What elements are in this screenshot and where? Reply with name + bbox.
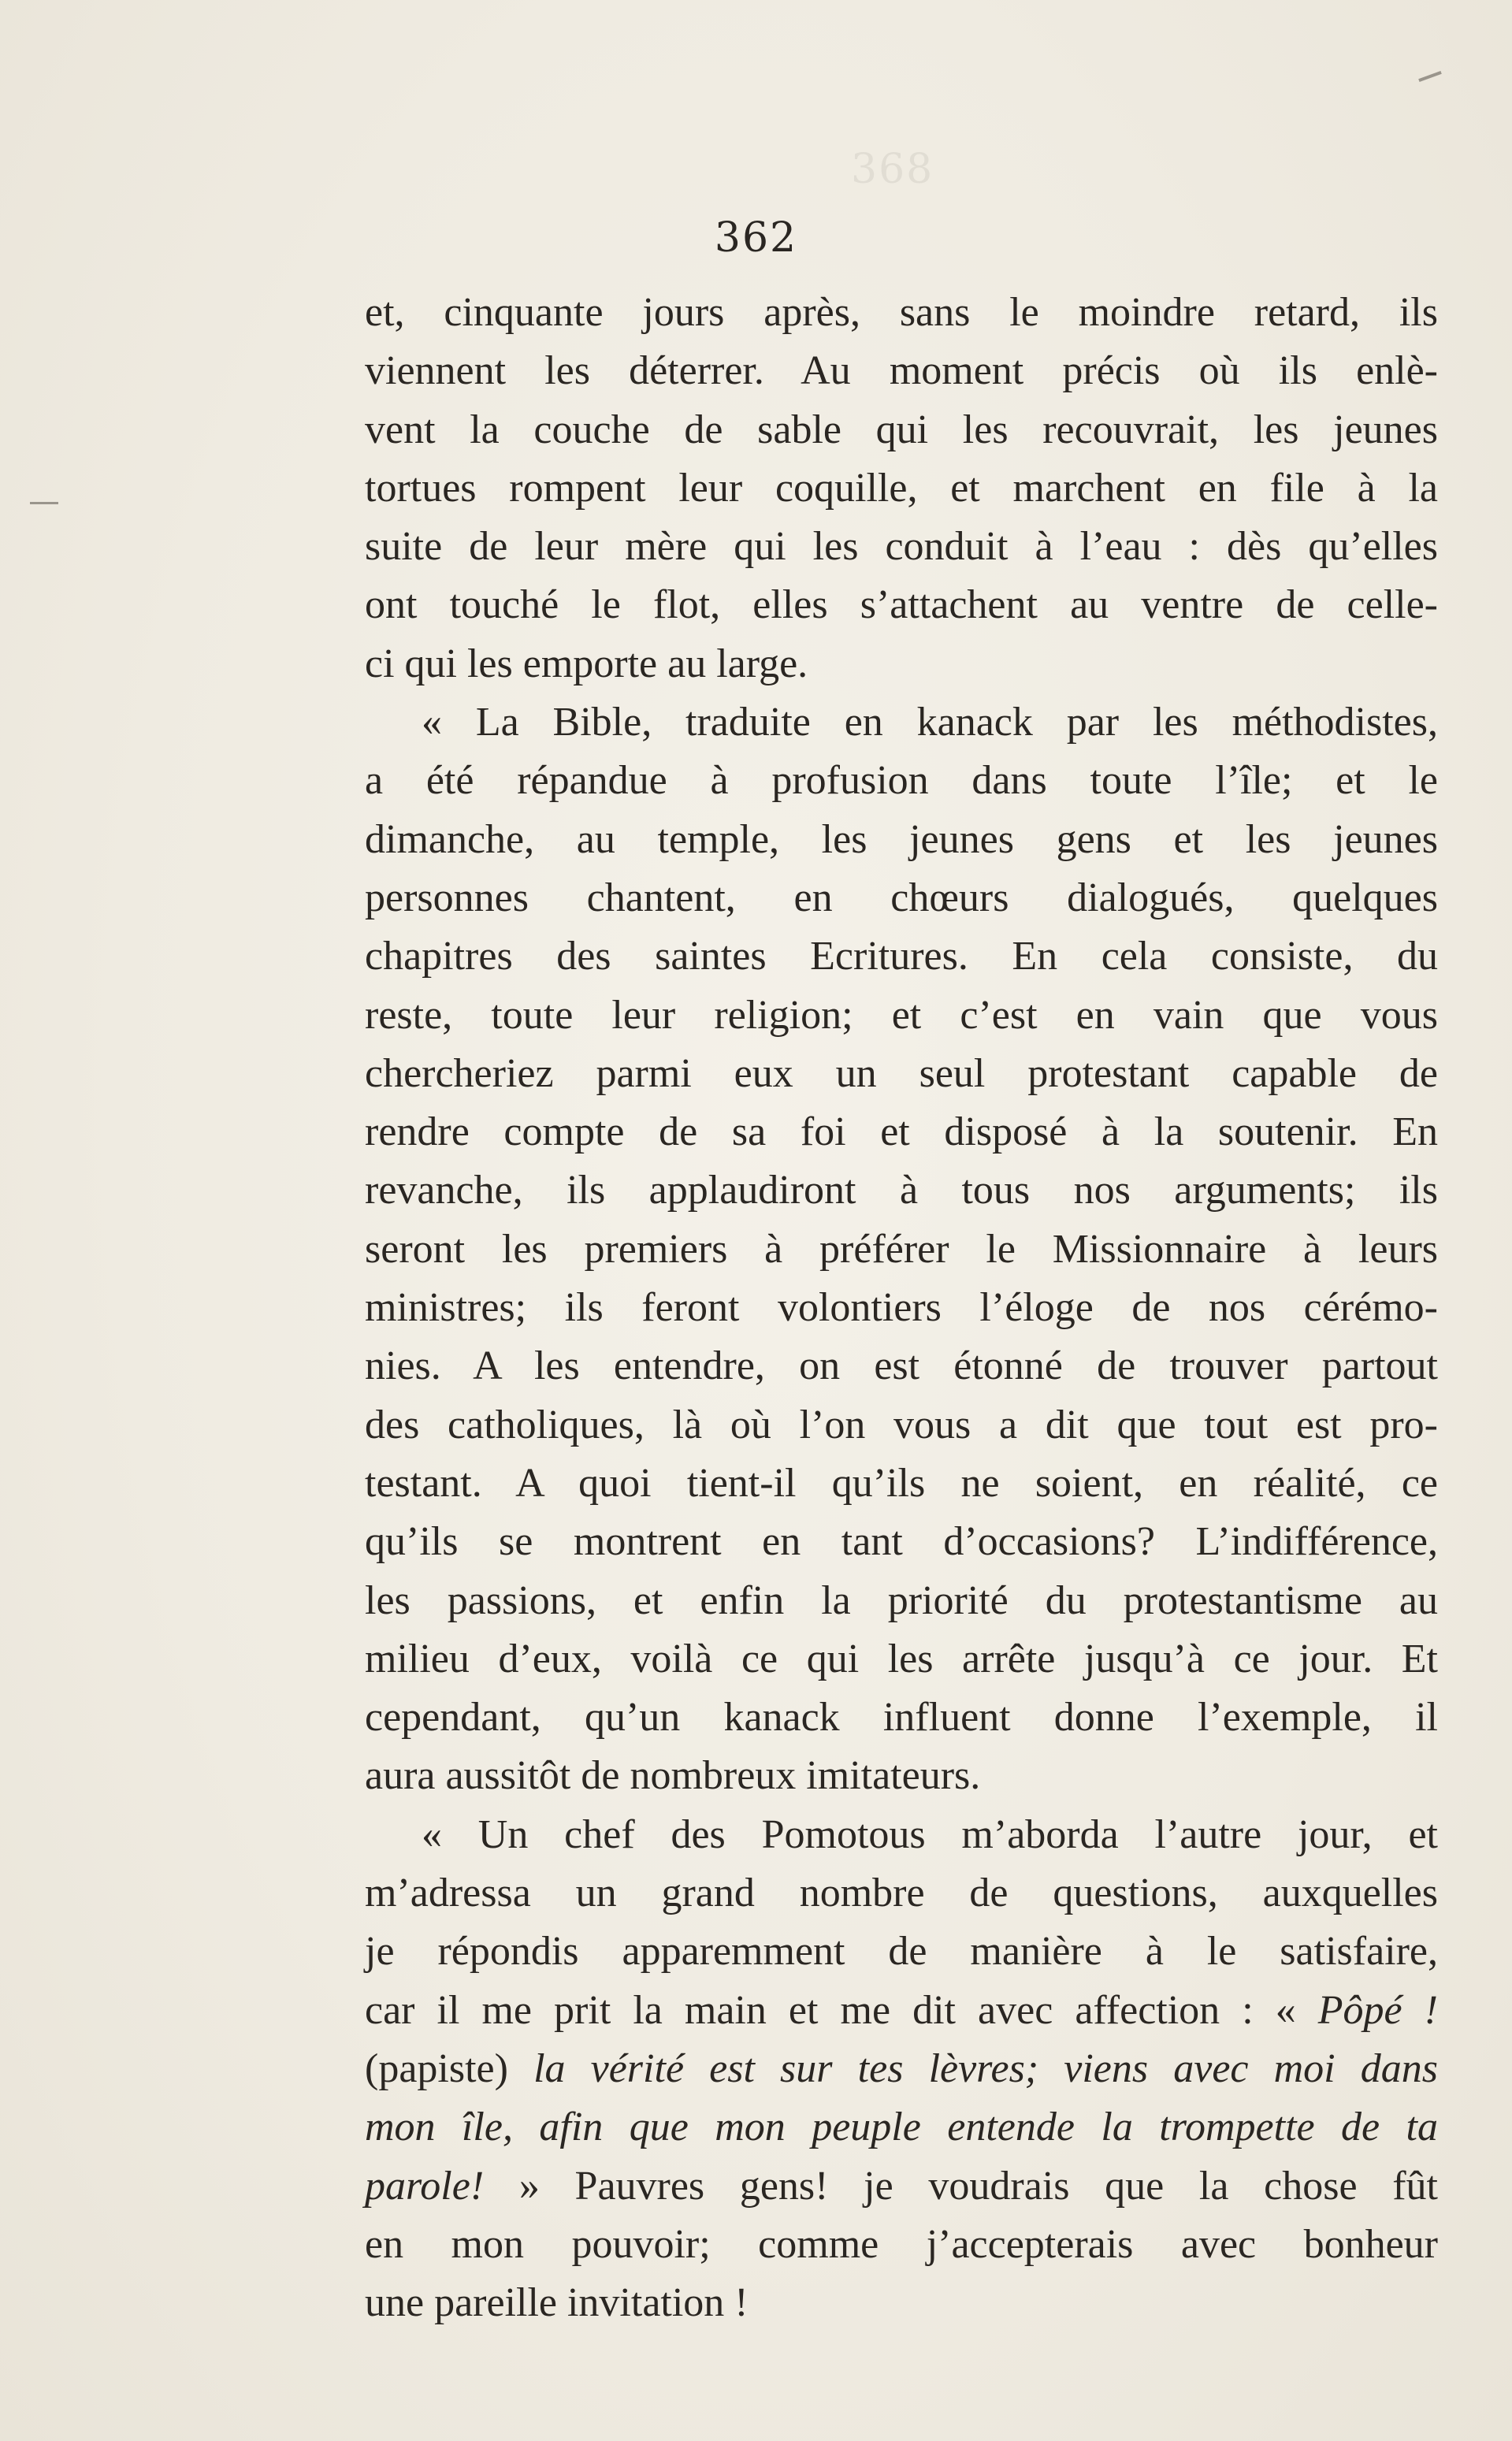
- italic-quote: la vérité est sur tes lèvres; viens avec moi dans: [533, 2045, 1438, 2091]
- text-line: [365, 2040, 1438, 2098]
- text-segment: (papiste): [365, 2045, 534, 2091]
- text-line: et, cinquante jours après, sans le moindre retard, ils: [365, 290, 1438, 335]
- body-text: [365, 284, 1438, 2332]
- text-line: reste, toute leur religion; et c’est en vain que vous: [365, 992, 1438, 1038]
- italic-quote: Pôpé !: [1317, 1987, 1438, 2033]
- text-line: [365, 2098, 1438, 2157]
- text-segment: » Pauvres gens! je voudrais que la chose fût: [484, 2163, 1438, 2209]
- page-number: 362: [714, 214, 798, 262]
- text-line: ont touché le flot, elles s’attachent au ventre de celle-: [365, 582, 1438, 628]
- text-line: qu’ils se montrent en tant d’occasions? L’indifférence,: [365, 1519, 1438, 1565]
- text-line: vent la couche de sable qui les recouvrait, les jeunes: [365, 407, 1438, 452]
- text-line: ministres; ils feront volontiers l’éloge de nos cérémo-: [365, 1285, 1438, 1331]
- text-line: personnes chantent, en chœurs dialogués, quelques: [365, 875, 1438, 920]
- text-segment: car il me prit la main et me dit avec affection : «: [365, 1987, 1318, 2033]
- text-line: chercheriez parmi eux un seul protestant capable de: [365, 1050, 1438, 1096]
- text-line: tortues rompent leur coquille, et marchent en file à la: [365, 465, 1438, 511]
- text-line: nies. A les entendre, on est étonné de trouver partout: [365, 1343, 1438, 1389]
- page-edge-mark: [1418, 71, 1442, 82]
- text-line: milieu d’eux, voilà ce qui les arrête jusqu’à ce jour. Et: [365, 1636, 1438, 1681]
- text-line: chapitres des saintes Ecritures. En cela consiste, du: [365, 934, 1438, 979]
- text-line: a été répandue à profusion dans toute l’île; et le: [365, 758, 1438, 804]
- text-line: [365, 2157, 1438, 2216]
- paragraph-end-line: une pareille invitation !: [365, 2280, 749, 2326]
- paragraph-start-line: « La Bible, traduite en kanack par les méthodistes,: [422, 700, 1438, 745]
- text-line: je répondis apparemment de manière à le satisfaire,: [365, 1929, 1438, 1975]
- text-line: m’adressa un grand nombre de questions, auxquelles: [365, 1871, 1438, 1916]
- italic-quote: mon île, afin que mon peuple entende la trompette de ta: [365, 2105, 1438, 2150]
- text-line: cependant, qu’un kanack influent donne l’exemple, il: [365, 1695, 1438, 1741]
- paragraph-end-line: aura aussitôt de nombreux imitateurs.: [365, 1753, 981, 1799]
- italic-quote: parole!: [365, 2163, 485, 2209]
- text-line: viennent les déterrer. Au moment précis où ils enlè-: [365, 348, 1438, 394]
- text-line: dimanche, au temple, les jeunes gens et les jeunes: [365, 816, 1438, 862]
- bleed-through-page-number: 368: [851, 146, 934, 193]
- paragraph-end-line: ci qui les emporte au large.: [365, 641, 808, 686]
- paragraph-start-line: « Un chef des Pomotous m’aborda l’autre jour, et: [422, 1811, 1438, 1857]
- text-line: testant. A quoi tient-il qu’ils ne soient, en réalité, ce: [365, 1460, 1438, 1506]
- text-line: revanche, ils applaudiront à tous nos arguments; ils: [365, 1168, 1438, 1213]
- text-line: en mon pouvoir; comme j’accepterais avec bonheur: [365, 2221, 1438, 2267]
- text-line: rendre compte de sa foi et disposé à la soutenir. En: [365, 1109, 1438, 1155]
- text-line: [365, 1982, 1438, 2040]
- text-line: les passions, et enfin la priorité du protestantisme au: [365, 1577, 1438, 1623]
- text-line: suite de leur mère qui les conduit à l’eau : dès qu’elles: [365, 524, 1438, 570]
- text-line: seront les premiers à préférer le Missionnaire à leurs: [365, 1226, 1438, 1272]
- text-line: des catholiques, là où l’on vous a dit que tout est pro-: [365, 1402, 1438, 1447]
- page-margin-mark: [30, 502, 58, 504]
